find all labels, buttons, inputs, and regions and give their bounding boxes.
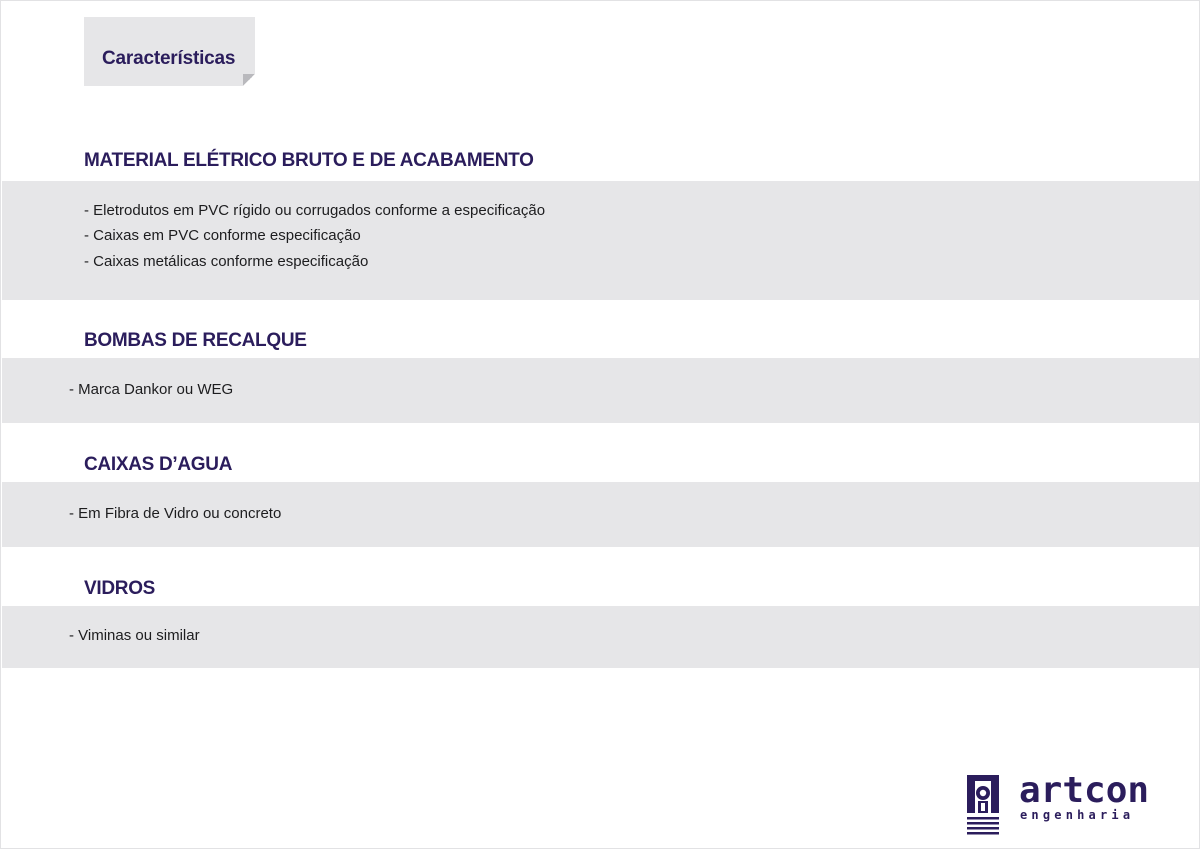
list-item: - Caixas metálicas conforme especificação [84, 253, 369, 270]
section-title-material-eletrico: MATERIAL ELÉTRICO BRUTO E DE ACABAMENTO [84, 150, 534, 171]
tag-corner-fold [243, 74, 255, 86]
list-item: - Em Fibra de Vidro ou concreto [69, 505, 282, 522]
list-item: - Viminas ou similar [69, 627, 200, 644]
logo-tagline: engenharia [1020, 808, 1135, 822]
list-item: - Caixas em PVC conforme especificação [84, 227, 361, 244]
list-item: - Eletrodutos em PVC rígido ou corrugados conforme a especificação [84, 202, 546, 219]
section-title-caixas-agua: CAIXAS D’AGUA [84, 454, 233, 475]
list-item: - Marca Dankor ou WEG [69, 381, 234, 398]
logo-wordmark: artcon [1019, 770, 1150, 811]
page-title: Características [102, 48, 236, 69]
section-title-bombas: BOMBAS DE RECALQUE [84, 330, 307, 351]
section-title-vidros: VIDROS [84, 578, 156, 599]
